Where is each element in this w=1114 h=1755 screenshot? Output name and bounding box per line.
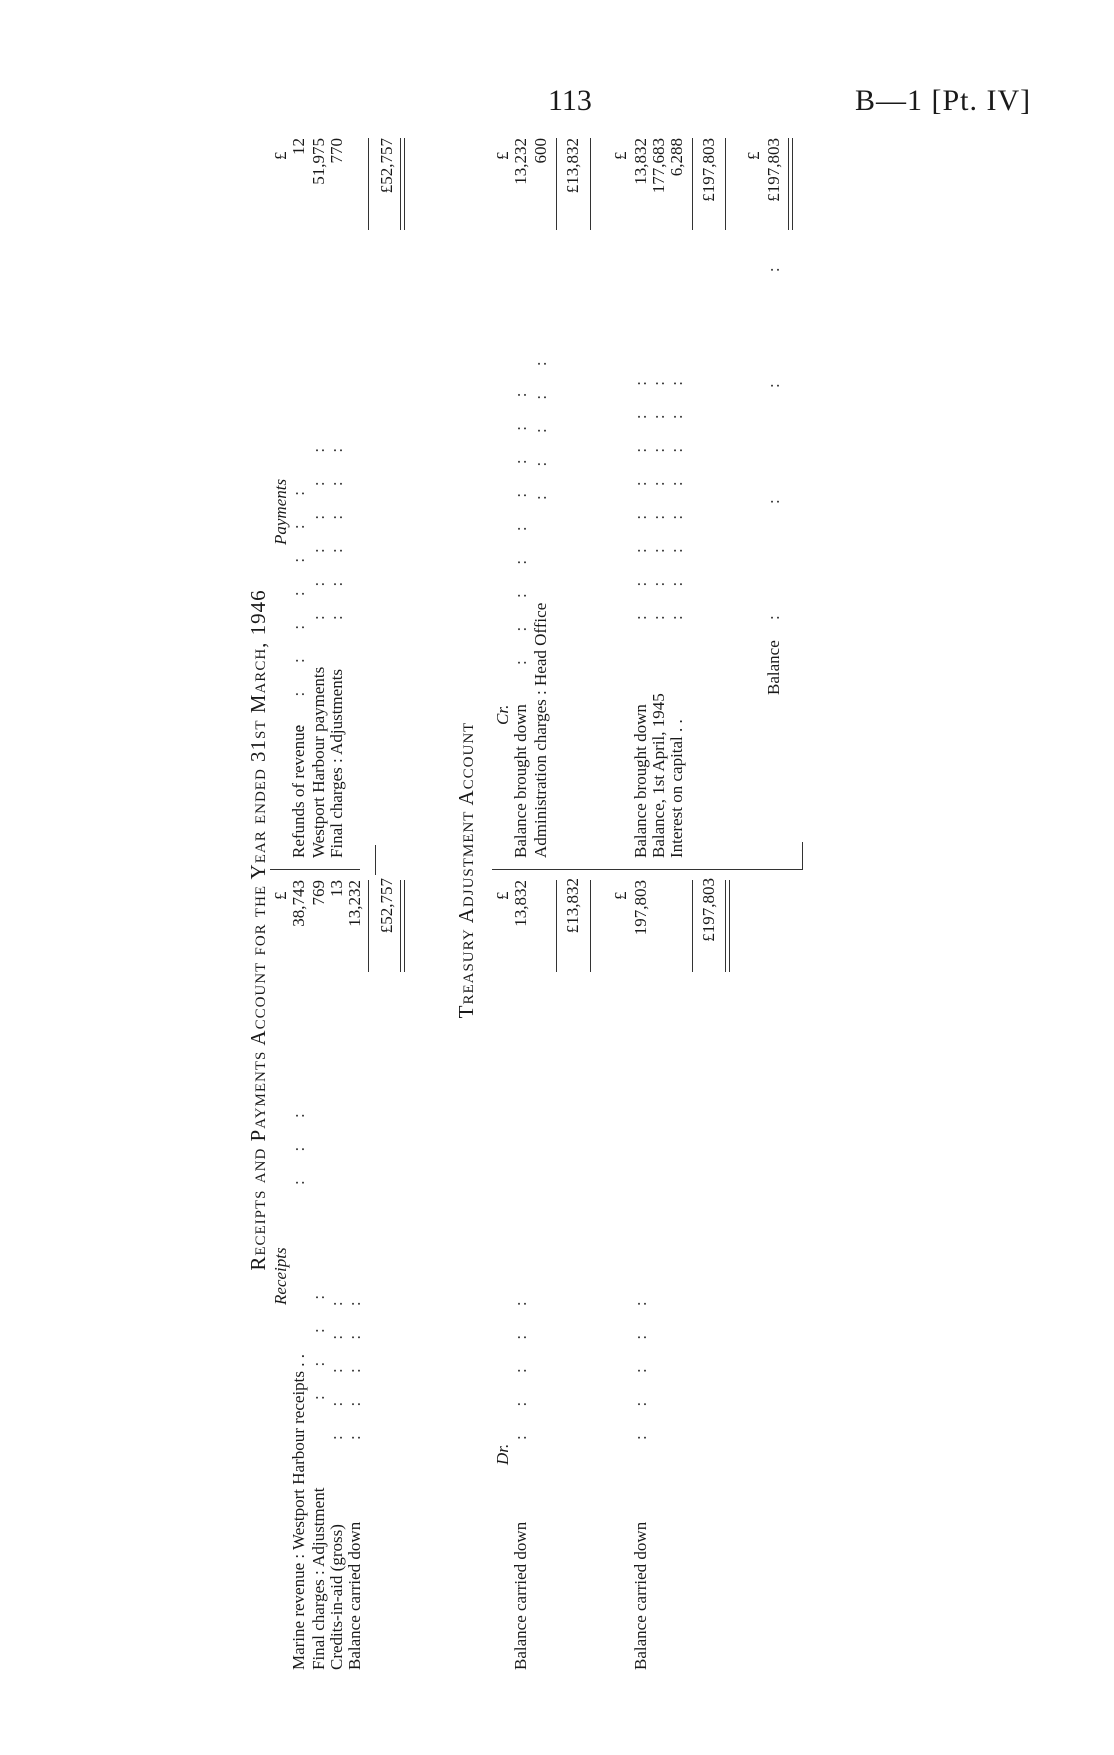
rule	[368, 138, 369, 230]
ta-dr-total: £197,803	[699, 878, 718, 942]
rule	[556, 880, 557, 972]
ta-cr-label: Balance brought down	[511, 704, 530, 858]
rule	[692, 880, 693, 972]
receipt-amount: 13	[327, 880, 346, 897]
rule	[725, 138, 726, 230]
cr-label: Cr.	[493, 704, 512, 725]
payment-label: Westport Harbour payments	[309, 666, 328, 858]
receipt-label: Credits-in-aid (gross)	[327, 1524, 346, 1670]
rule	[375, 845, 376, 875]
ta-cr-total: £197,803	[699, 138, 718, 202]
leader-dots: : : : : :	[511, 1297, 530, 1440]
leader-dots: : : : : : : : :	[631, 376, 650, 620]
ta-cr-balance-amount: £197,803	[764, 138, 783, 202]
ta-cr-amount: 600	[531, 138, 550, 164]
rule	[556, 138, 557, 230]
payment-label: Refunds of revenue	[289, 724, 308, 858]
ta-cr-amount: 13,232	[511, 138, 530, 185]
leader-dots: : : : : : : : :	[667, 376, 686, 620]
leader-dots: : : : : : :	[327, 443, 346, 620]
rule	[590, 880, 591, 972]
receipts-heading: Receipts	[271, 1247, 290, 1305]
payments-heading: Payments	[271, 478, 290, 545]
rp-title: Receipts and Payments Account for the Year ended 31st March, 1946	[246, 589, 270, 1271]
receipt-amount: 38,743	[289, 880, 308, 927]
ta-cr-amount: 13,832	[631, 138, 650, 185]
rotated-content	[240, 110, 1040, 1670]
leader-dots: : : : : : :	[309, 443, 328, 620]
ta-balance-label: Balance	[764, 640, 783, 695]
rule	[590, 138, 591, 230]
currency-symbol: £	[744, 151, 763, 160]
receipt-amount: 769	[309, 880, 328, 906]
column-divider	[270, 869, 360, 870]
ta-dr-label: Balance carried down	[631, 1521, 650, 1670]
leader-dots: : : : : : : : :	[649, 376, 668, 620]
double-rule	[400, 880, 405, 972]
leader-dots: : : : : :	[631, 1297, 650, 1440]
ta-dr-total: £13,832	[563, 878, 582, 934]
ta-cr-label: Balance brought down	[631, 704, 650, 858]
double-rule	[400, 138, 405, 230]
payment-label: Final charges : Adjustments	[327, 668, 346, 858]
currency-symbol: £	[271, 151, 290, 160]
receipt-label: Marine revenue : Westport Harbour receipts . .	[289, 1353, 308, 1670]
dr-label: Dr.	[493, 1443, 512, 1465]
payments-total: £52,757	[377, 138, 396, 194]
ta-dr-amount: 197,803	[631, 880, 650, 936]
payment-amount: 770	[327, 138, 346, 164]
column-divider	[492, 869, 802, 870]
currency-symbol: £	[493, 891, 512, 900]
page-number: 113	[548, 84, 592, 117]
double-rule	[725, 880, 730, 972]
receipts-total: £52,757	[377, 878, 396, 934]
currency-symbol: £	[611, 151, 630, 160]
receipt-amount: 13,232	[345, 880, 364, 927]
leader-dots: : : :	[289, 1109, 308, 1185]
payment-amount: 12	[289, 138, 308, 155]
leader-dots: : : : : :	[327, 1297, 346, 1440]
leader-dots: : : : : : : : :	[289, 486, 308, 730]
ta-title: Treasury Adjustment Account	[454, 721, 478, 1019]
ta-dr-label: Balance carried down	[511, 1521, 530, 1670]
leader-dots: : : : : :	[345, 1297, 364, 1440]
ta-dr-amount: 13,832	[511, 880, 530, 927]
leader-dots: : : : :	[764, 263, 783, 620]
double-rule	[788, 138, 793, 230]
leader-dots: : : : :	[309, 1290, 328, 1400]
currency-symbol: £	[271, 891, 290, 900]
leader-dots: : : : : :	[531, 357, 550, 500]
currency-symbol: £	[611, 891, 630, 900]
ta-cr-total: £13,832	[563, 138, 582, 194]
ta-cr-amount: 6,288	[667, 138, 686, 177]
receipt-label: Final charges : Adjustment	[309, 1487, 328, 1670]
ta-cr-amount: 177,683	[649, 138, 668, 194]
leader-dots: : : : : : : : : :	[511, 388, 530, 665]
page-reference: B—1 [Pt. IV]	[855, 84, 1032, 117]
ta-cr-label: Interest on capital . .	[667, 719, 686, 858]
currency-symbol: £	[493, 151, 512, 160]
rule	[368, 880, 369, 972]
ta-cr-label: Administration charges : Head Office	[531, 602, 550, 858]
payment-amount: 51,975	[309, 138, 328, 185]
rule	[692, 138, 693, 230]
rule	[802, 842, 803, 870]
receipt-label: Balance carried down	[345, 1521, 364, 1670]
ta-cr-label: Balance, 1st April, 1945	[649, 693, 668, 858]
